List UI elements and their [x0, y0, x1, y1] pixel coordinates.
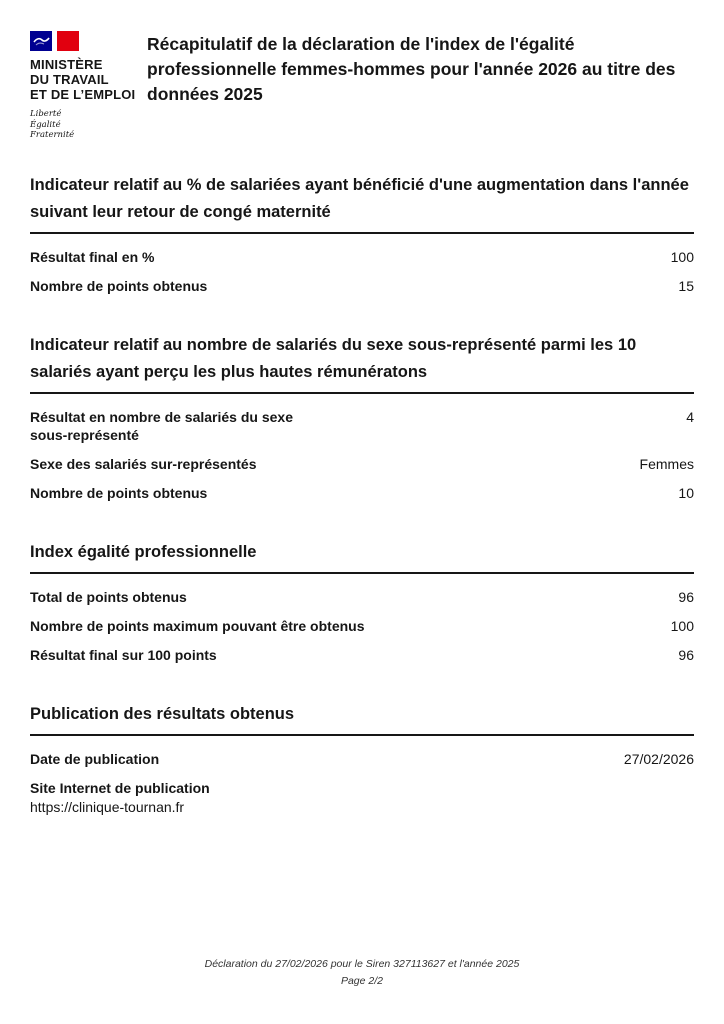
ministry-name: [30, 57, 145, 102]
footer-page-number: Page 2/2: [340, 975, 384, 987]
republic-motto: [30, 109, 145, 141]
table-row: [30, 272, 694, 301]
row-value: 10: [678, 485, 694, 501]
table-row: [30, 243, 694, 272]
document-header: [30, 30, 694, 141]
table-row: [30, 774, 694, 798]
row-value: 15: [678, 278, 694, 294]
table-row: [30, 745, 694, 774]
table-row: [30, 641, 694, 670]
row-label: Total de points obtenus: [30, 589, 187, 605]
row-label: Nombre de points obtenus: [30, 278, 208, 294]
flag-red-band: [57, 31, 79, 51]
table-row: [30, 479, 694, 508]
section-heading: Index égalité professionnelle: [30, 539, 694, 574]
document-title: Récapitulatif de la déclaration de l'index de l'égalité professionnelle femmes-hommes pour l'année 2026 au titre des données 2025: [147, 34, 676, 104]
section-maternity-indicator: [30, 172, 694, 301]
ministry-name-line: ET DE L’EMPLOI: [30, 87, 136, 102]
ministry-name-line: MINISTÈRE: [30, 57, 103, 72]
table-row: [30, 403, 694, 450]
ministry-logo-block: [30, 30, 145, 141]
row-value: 100: [670, 249, 694, 265]
row-value: 96: [678, 589, 694, 605]
row-value: 100: [670, 618, 694, 634]
motto-line: Fraternité: [30, 130, 75, 140]
section-heading: Indicateur relatif au nombre de salariés du sexe sous-représenté parmi les 10 salariés ayant perçu les plus hautes rémunératons: [30, 332, 694, 394]
publication-site-url[interactable]: https://clinique-tournan.fr: [30, 799, 185, 815]
row-label: Sexe des salariés sur-représentés: [30, 456, 257, 472]
table-row: [30, 612, 694, 641]
page-footer: [0, 956, 724, 990]
row-label: Résultat final sur 100 points: [30, 647, 217, 663]
section-rows: [30, 583, 694, 670]
table-row: [30, 450, 694, 479]
motto-line: Liberté: [30, 109, 62, 119]
publication-site-label: Site Internet de publication: [30, 780, 210, 796]
row-value: 96: [678, 647, 694, 663]
marianne-icon: [30, 31, 52, 51]
table-row: [30, 583, 694, 612]
section-highest-paid-indicator: [30, 332, 694, 508]
french-flag-icon: [30, 30, 145, 51]
section-heading: Publication des résultats obtenus: [30, 701, 694, 736]
motto-line: Égalité: [30, 119, 61, 130]
flag-blue-band: [30, 31, 52, 51]
row-label: Nombre de points maximum pouvant être obtenus: [30, 618, 365, 634]
ministry-name-line: DU TRAVAIL: [30, 72, 109, 87]
section-rows: [30, 403, 694, 508]
row-label: Résultat final en %: [30, 249, 155, 265]
section-rows: [30, 243, 694, 301]
row-value: 4: [686, 409, 694, 425]
section-rows: [30, 745, 694, 822]
section-index-global: [30, 539, 694, 670]
publication-date-label: Date de publication: [30, 751, 160, 767]
row-value: Femmes: [639, 456, 694, 472]
row-label: Nombre de points obtenus: [30, 485, 208, 501]
publication-date-value: 27/02/2026: [623, 751, 694, 767]
section-heading: Indicateur relatif au % de salariées ayant bénéficié d'une augmentation dans l'année suivant leur retour de congé maternité: [30, 172, 694, 234]
footer-declaration-line: Déclaration du 27/02/2026 pour le Siren 327113627 et l'année 2025: [204, 958, 520, 970]
row-label: Résultat en nombre de salariés du sexe sous-représenté: [30, 409, 293, 443]
section-publication: [30, 701, 694, 822]
